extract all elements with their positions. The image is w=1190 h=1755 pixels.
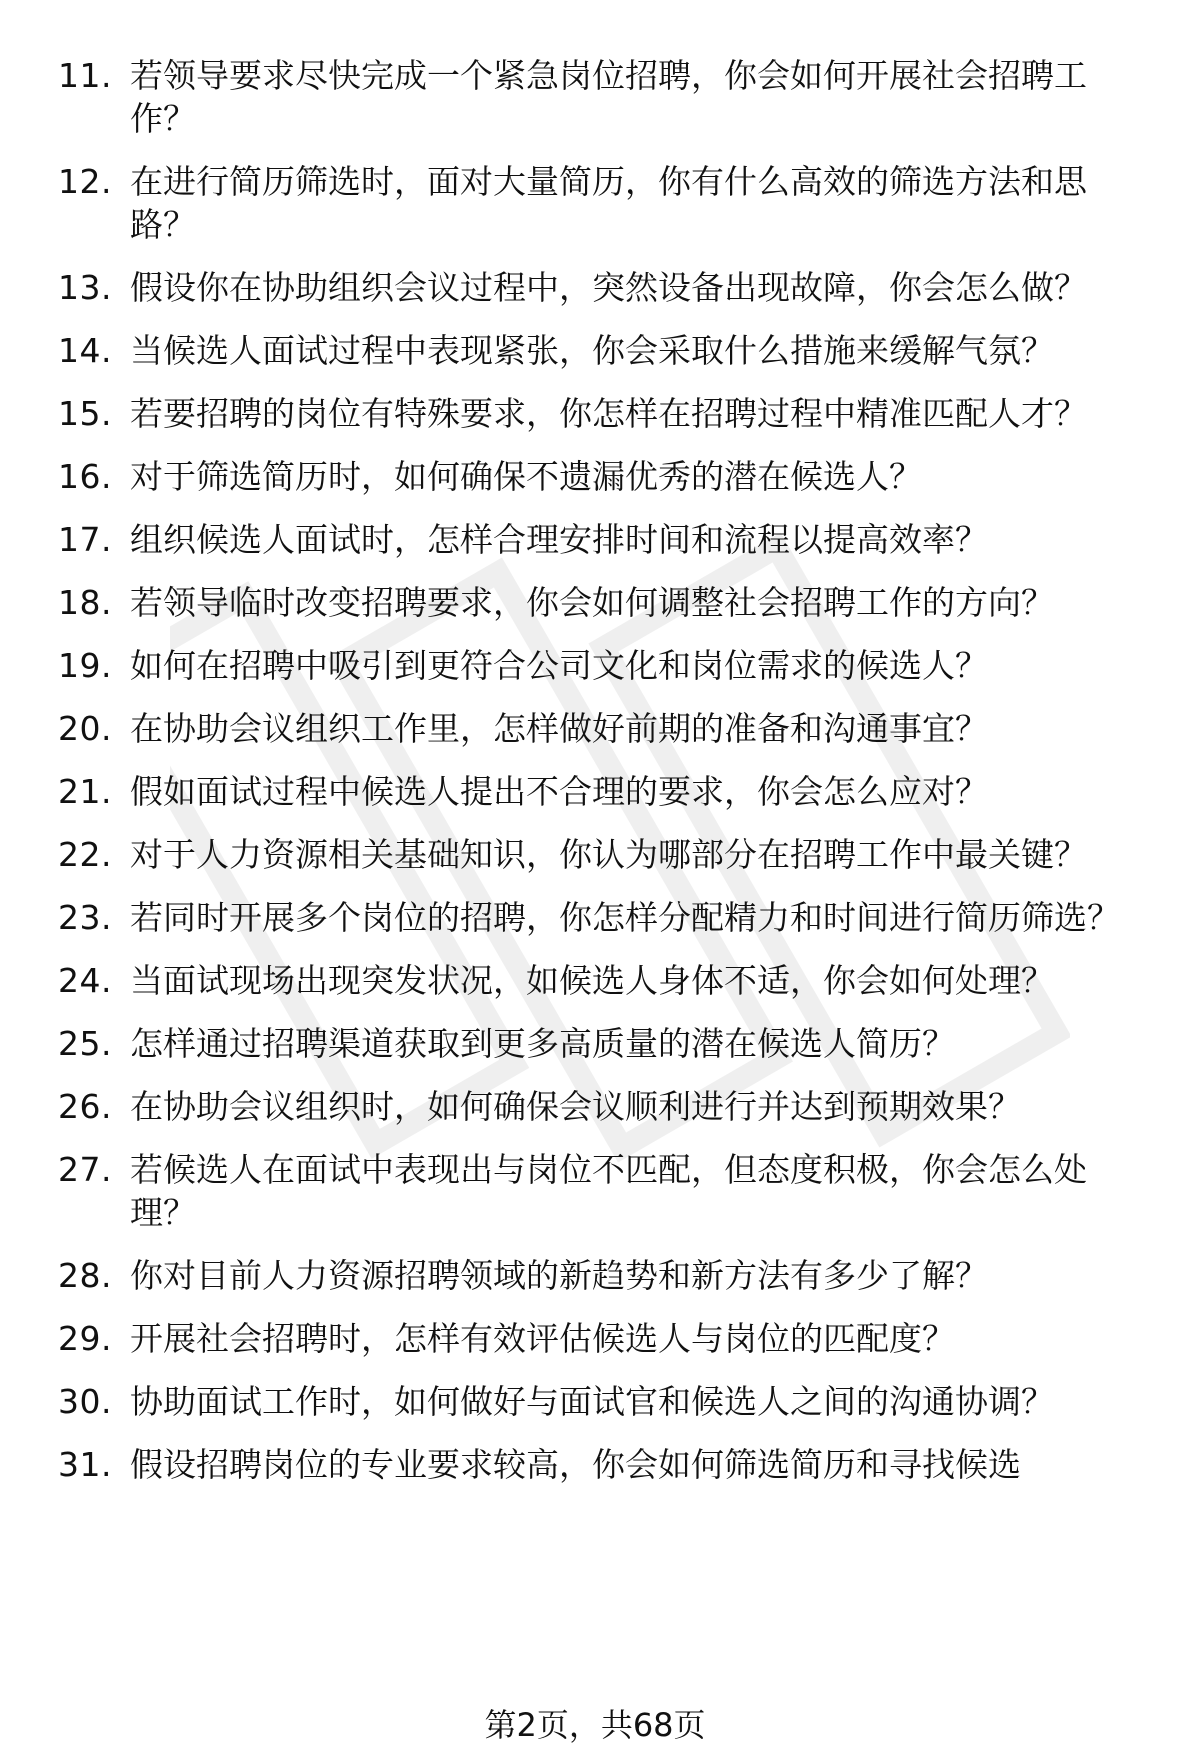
list-item [0,54,1190,140]
question-text: 若同时开展多个岗位的招聘，你怎样分配精力和时间进行简历筛选？ [130,898,1120,937]
question-number: 26. [58,1087,112,1126]
list-item [0,833,1190,876]
question-text: 当候选人面试过程中表现紧张，你会采取什么措施来缓解气氛？ [130,331,1054,370]
list-item [0,392,1190,435]
list-item [0,266,1190,309]
question-text: 协助面试工作时，如何做好与面试官和候选人之间的沟通协调？ [130,1382,1054,1421]
list-item [0,1148,1190,1234]
list-item [0,1022,1190,1065]
question-number: 31. [58,1445,112,1484]
list-item [0,1443,1190,1486]
list-item [0,1317,1190,1360]
list-item [0,581,1190,624]
question-number: 18. [58,583,112,622]
question-number: 27. [58,1150,112,1189]
question-text: 假设招聘岗位的专业要求较高，你会如何筛选简历和寻找候选 [130,1445,1021,1484]
question-number: 15. [58,394,112,433]
question-text: 组织候选人面试时，怎样合理安排时间和流程以提高效率？ [130,520,988,559]
question-text: 怎样通过招聘渠道获取到更多高质量的潜在候选人简历？ [130,1024,955,1063]
list-item [0,707,1190,750]
question-text: 若要招聘的岗位有特殊要求，你怎样在招聘过程中精准匹配人才？ [130,394,1087,433]
question-text: 在进行简历筛选时，面对大量简历，你有什么高效的筛选方法和思路？ [130,162,1087,244]
question-text: 开展社会招聘时，怎样有效评估候选人与岗位的匹配度？ [130,1319,955,1358]
question-text: 你对目前人力资源招聘领域的新趋势和新方法有多少了解？ [130,1256,988,1295]
question-text: 对于人力资源相关基础知识，你认为哪部分在招聘工作中最关键？ [130,835,1087,874]
question-number: 25. [58,1024,112,1063]
question-number: 29. [58,1319,112,1358]
list-item [0,518,1190,561]
question-text: 在协助会议组织时，如何确保会议顺利进行并达到预期效果？ [130,1087,1021,1126]
question-number: 11. [58,56,112,95]
question-number: 24. [58,961,112,1000]
page-footer: 第2页，共68页 [484,1706,706,1744]
question-text: 若领导临时改变招聘要求，你会如何调整社会招聘工作的方向？ [130,583,1054,622]
question-number: 23. [58,898,112,937]
list-item [0,160,1190,246]
question-text: 对于筛选简历时，如何确保不遗漏优秀的潜在候选人？ [130,457,922,496]
list-item [0,455,1190,498]
question-list [0,54,1190,1506]
list-item [0,770,1190,813]
question-number: 13. [58,268,112,307]
question-text: 若领导要求尽快完成一个紧急岗位招聘，你会如何开展社会招聘工作？ [130,56,1087,138]
question-number: 30. [58,1382,112,1421]
question-number: 20. [58,709,112,748]
question-text: 假如面试过程中候选人提出不合理的要求，你会怎么应对？ [130,772,988,811]
question-text: 当面试现场出现突发状况，如候选人身体不适，你会如何处理？ [130,961,1054,1000]
question-number: 22. [58,835,112,874]
list-item [0,896,1190,939]
question-text: 假设你在协助组织会议过程中，突然设备出现故障，你会怎么做？ [130,268,1087,307]
question-number: 21. [58,772,112,811]
question-number: 16. [58,457,112,496]
question-text: 如何在招聘中吸引到更符合公司文化和岗位需求的候选人？ [130,646,988,685]
list-item [0,1085,1190,1128]
list-item [0,1254,1190,1297]
question-number: 28. [58,1256,112,1295]
list-item [0,1380,1190,1423]
question-text: 在协助会议组织工作里，怎样做好前期的准备和沟通事宜？ [130,709,988,748]
question-number: 12. [58,162,112,201]
question-number: 17. [58,520,112,559]
question-text: 若候选人在面试中表现出与岗位不匹配，但态度积极，你会怎么处理？ [130,1150,1087,1232]
list-item [0,329,1190,372]
list-item [0,959,1190,1002]
question-number: 19. [58,646,112,685]
list-item [0,644,1190,687]
question-number: 14. [58,331,112,370]
